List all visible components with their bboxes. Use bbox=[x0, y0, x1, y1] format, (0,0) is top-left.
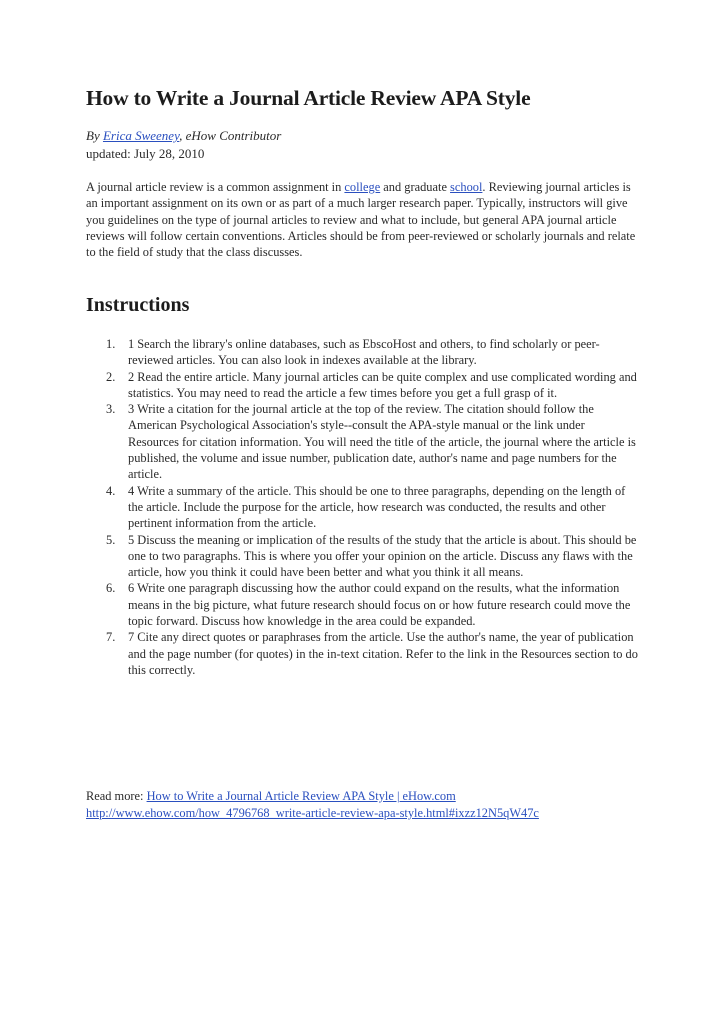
list-item bbox=[106, 532, 638, 581]
instructions-list bbox=[106, 336, 638, 678]
step-text: 1 Search the library's online databases, such as EbscoHost and others, to find scholarly or peer-reviewed articles. You can also look in indexes available at the library. bbox=[128, 337, 600, 368]
school-link[interactable]: school bbox=[450, 180, 483, 194]
byline-suffix: , eHow Contributor bbox=[179, 128, 282, 143]
intro-text: . Reviewing journal articles is an important assignment on its own or as part of a much larger research paper. Typically, instructors will give you guidelines on the type of journal articles to review and what to include, but general APA journal article reviews will follow certain conventions. Articles should be from peer-reviewed or scholarly journals and relate to the field of study that the class discusses. bbox=[86, 180, 636, 260]
intro-text: and graduate bbox=[380, 180, 451, 194]
list-item bbox=[106, 580, 638, 629]
byline bbox=[86, 127, 281, 144]
step-number: 5. bbox=[106, 532, 116, 547]
step-text: 3 Write a citation for the journal article at the top of the review. The citation should follow the American Psychological Association's style--consult the APA-style manual or the link under Resources for citation information. You will need the title of the article, the journal where the article is published, the volume and issue number, publication date, author's name and page numbers for the article. bbox=[128, 402, 636, 482]
college-link[interactable]: college bbox=[344, 180, 381, 194]
step-number: 1. bbox=[106, 337, 116, 351]
list-item bbox=[106, 369, 638, 402]
step-text: 6 Write one paragraph discussing how the author could expand on the results, what the information means in the big picture, what future research should focus on or how future research could move the topic forward. Discuss how knowledge in the area could be expanded. bbox=[128, 581, 631, 629]
list-item bbox=[106, 483, 638, 532]
read-more-label: Read more: bbox=[86, 789, 147, 803]
step-text: 7 Cite any direct quotes or paraphrases from the article. Use the author's name, the year of publication and the page number (for quotes) in the in-text citation. Refer to the link in the Resources section to do this correctly. bbox=[128, 630, 638, 677]
step-number: 2. bbox=[106, 369, 116, 384]
step-number: 6. bbox=[106, 581, 116, 596]
step-text: 2 Read the entire article. Many journal articles can be quite complex and use complicated wording and statistics. You may need to read the article a few times before you get a full grasp of it. bbox=[128, 369, 637, 400]
article-title: How to Write a Journal Article Review APA Style bbox=[86, 86, 531, 110]
intro-paragraph bbox=[86, 179, 638, 260]
step-number: 7. bbox=[106, 630, 116, 645]
intro-text: A journal article review is a common assignment in bbox=[86, 180, 345, 194]
step-number: 3. bbox=[106, 402, 116, 417]
list-item bbox=[106, 401, 638, 482]
author-link[interactable]: Erica Sweeney bbox=[102, 128, 180, 143]
step-text: 4 Write a summary of the article. This should be one to three paragraphs, depending on the length of the article. Include the purpose for the article, how research was conducted, the results and other pertinent information from the article. bbox=[128, 483, 626, 531]
read-more bbox=[86, 788, 686, 822]
list-item bbox=[106, 629, 638, 678]
source-url-link[interactable]: http://www.ehow.com/how_4796768_write-article-review-apa-style.html#ixzz12N5qW47c bbox=[86, 805, 539, 820]
updated-date: updated: July 28, 2010 bbox=[86, 146, 205, 161]
list-item bbox=[106, 336, 638, 369]
byline-prefix: By bbox=[86, 128, 103, 143]
step-number: 4. bbox=[106, 483, 116, 498]
step-text: 5 Discuss the meaning or implication of the results of the study that the article is about. This should be one to two paragraphs. This is where you offer your opinion on the article. Discuss any flaws with the article, how you think it could have been better and what you think it all means. bbox=[128, 532, 637, 580]
read-more-link[interactable]: How to Write a Journal Article Review APA Style | eHow.com bbox=[146, 789, 456, 803]
instructions-heading: Instructions bbox=[86, 294, 190, 316]
